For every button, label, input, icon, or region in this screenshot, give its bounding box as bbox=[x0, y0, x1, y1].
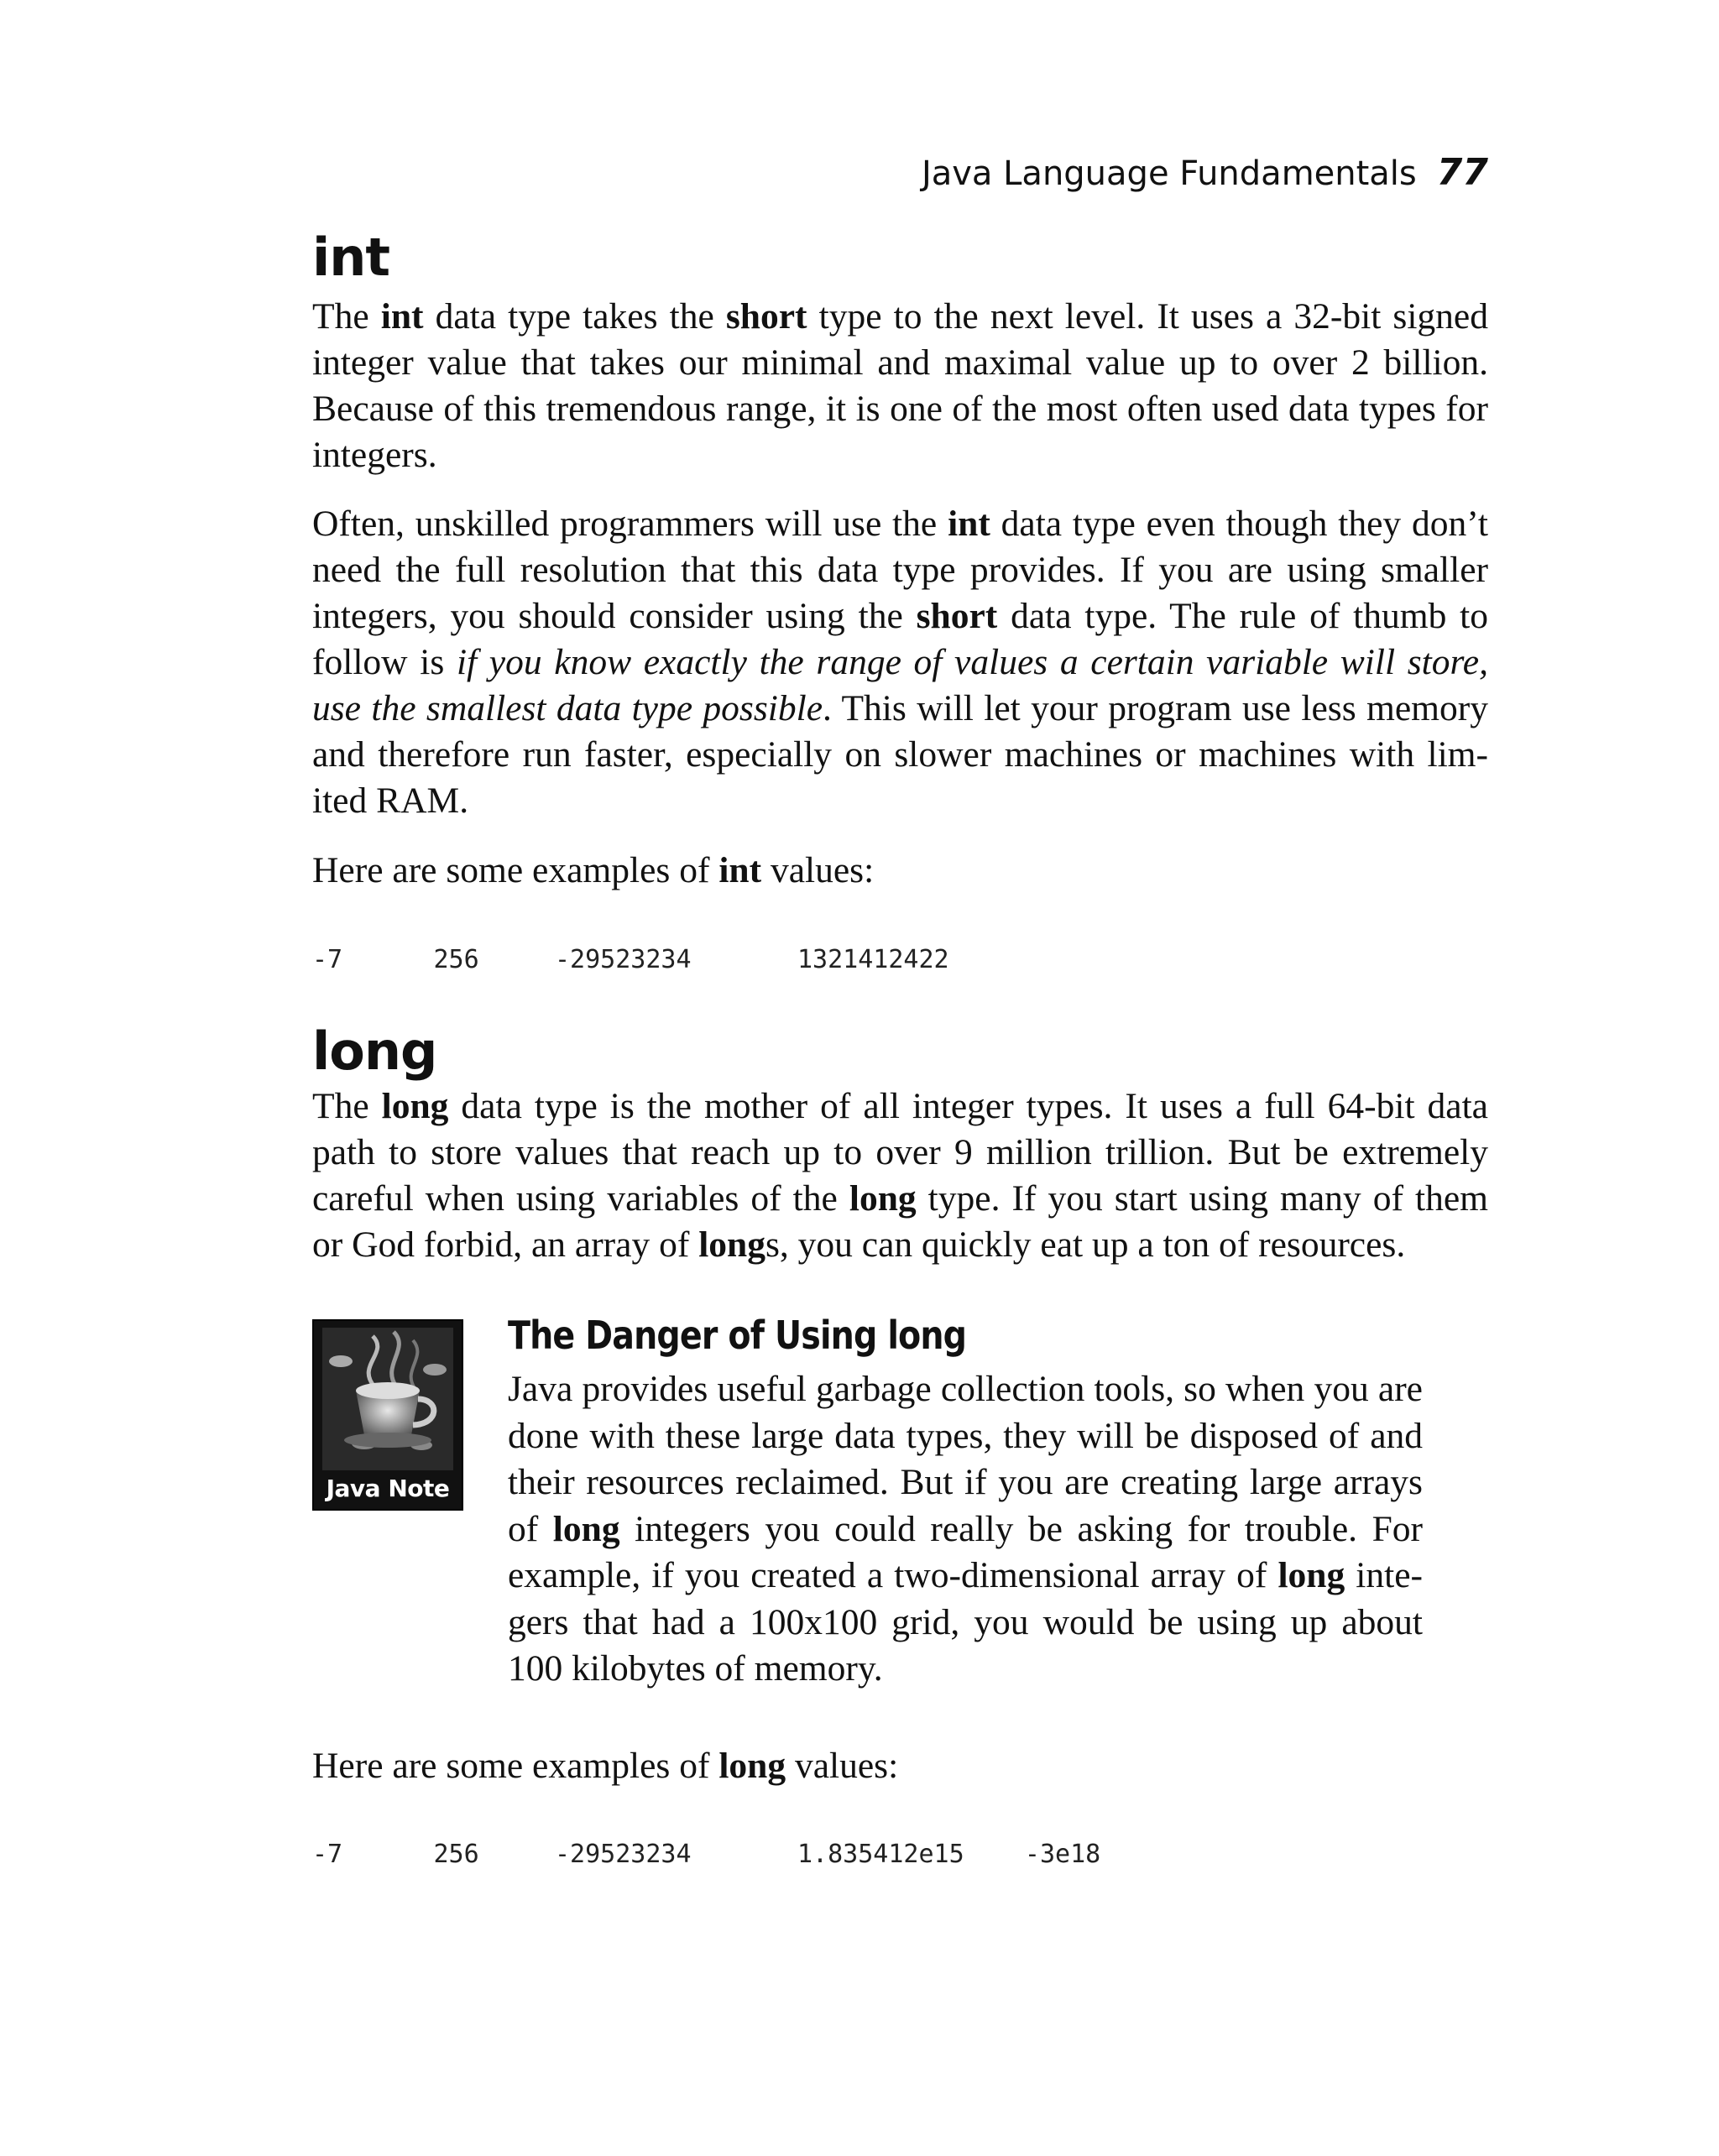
note-title: The Danger of Using long bbox=[508, 1313, 967, 1358]
java-note-icon bbox=[312, 1319, 463, 1511]
java-note-label: Java Note bbox=[326, 1475, 450, 1502]
int-paragraph-3: Here are some examples of int values: bbox=[312, 850, 875, 890]
long-examples-code: -7 256 -29523234 1.835412e15 -3e18 bbox=[312, 1840, 1101, 1869]
running-title: Java Language Fundamentals bbox=[921, 154, 1417, 193]
int-paragraph-2: Often, unskilled programmers will use the int data type even though they don’t need the full resolution that this data type provides. If you are using smaller integers, you should consider using the short data type. The rule of thumb to follow is if you know exactly the range of values a certain variable will store, use the smallest data type possible. This will let your program use less memory and therefore run faster, especially on slower machines or machines with lim-ited RAM. bbox=[312, 504, 1488, 821]
int-paragraph-1: The int data type takes the short type to the next level. It uses a 32-bit signed integer value that takes our minimal and maximal value up to over 2 billion. Because of this tremendous range, it is one of the most often used data types for integers. bbox=[312, 296, 1488, 475]
long-paragraph-1: The long data type is the mother of all integer types. It uses a full 64-bit data path to store values that reach up to over 9 million trillion. But be extremely careful when using variables of the long type. If you start using many of them or God forbid, an array of longs, you can quickly eat up a ton of resources. bbox=[312, 1086, 1488, 1265]
note-body: Java provides useful garbage collection tools, so when you are done with these large data types, they will be disposed of and their resources reclaimed. But if you are creating large arrays of long integers you could really be asking for trouble. For example, if you created a two-dimensional array of long inte-gers that had a 100x100 grid, you would be using up about 100 kilobytes of memory. bbox=[508, 1369, 1424, 1689]
int-examples-code: -7 256 -29523234 1321412422 bbox=[312, 945, 949, 974]
section-heading-int: int bbox=[312, 227, 390, 288]
coffee-cup-icon bbox=[322, 1328, 453, 1470]
page-number: 77 bbox=[1436, 151, 1488, 194]
section-heading-long: long bbox=[312, 1021, 437, 1082]
long-paragraph-2: Here are some examples of long values: bbox=[312, 1746, 899, 1786]
running-head bbox=[839, 151, 1488, 194]
